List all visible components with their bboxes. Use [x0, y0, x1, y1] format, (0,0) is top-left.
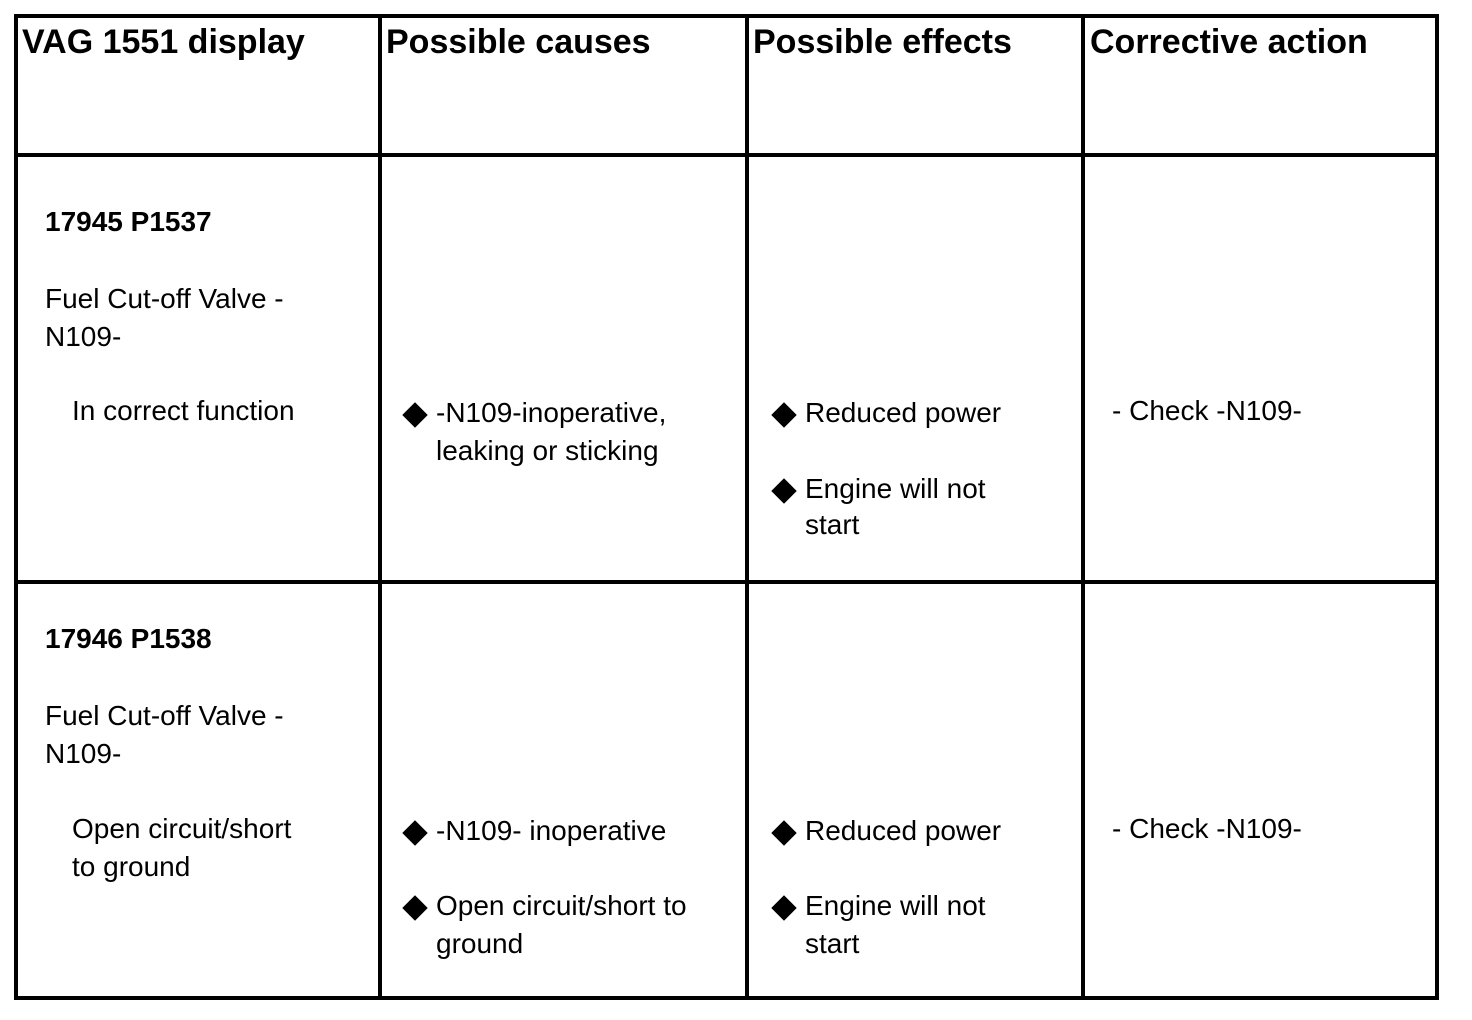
header-vag-display: VAG 1551 display: [22, 23, 305, 61]
cause-text: Open circuit/short to: [436, 890, 687, 921]
diamond-bullet-icon: [771, 895, 796, 920]
diamond-bullet-icon: [771, 402, 796, 427]
effect-text: Reduced power: [805, 397, 1002, 428]
cause-text: leaking or sticking: [436, 435, 659, 466]
header-corrective-action: Corrective action: [1090, 23, 1368, 61]
diamond-bullet-icon: [771, 820, 796, 845]
column-divider-3: [1081, 14, 1085, 1000]
component-name: N109-: [45, 738, 122, 769]
effect-text: Reduced power: [805, 815, 1002, 846]
diamond-bullet-icon: [402, 895, 427, 920]
fault-description: In correct function: [72, 395, 295, 426]
effect-text: start: [805, 928, 860, 959]
cause-text: ground: [436, 928, 524, 959]
header-possible-effects: Possible effects: [753, 23, 1012, 61]
component-name: N109-: [45, 321, 122, 352]
column-divider-2: [745, 14, 749, 1000]
column-divider-1: [378, 14, 382, 1000]
fault-code: 17945 P1537: [45, 206, 212, 237]
component-name: Fuel Cut-off Valve -: [45, 283, 284, 314]
component-name: Fuel Cut-off Valve -: [45, 700, 284, 731]
effect-text: Engine will not: [805, 890, 986, 921]
corrective-action-text: - Check -N109-: [1112, 813, 1302, 844]
header-possible-causes: Possible causes: [386, 23, 651, 61]
effect-text: start: [805, 509, 860, 540]
fault-description: Open circuit/short: [72, 813, 292, 844]
table-border-bottom: [14, 996, 1439, 1000]
fault-description: to ground: [72, 851, 191, 882]
table-border-right: [1435, 14, 1439, 1000]
diamond-bullet-icon: [771, 478, 796, 503]
cause-text: -N109- inoperative: [436, 815, 667, 846]
effect-text: Engine will not: [805, 473, 986, 504]
row-divider-header: [14, 153, 1439, 157]
fault-code: 17946 P1538: [45, 623, 212, 654]
table-border-left: [14, 14, 18, 1000]
corrective-action-text: - Check -N109-: [1112, 395, 1302, 426]
diamond-bullet-icon: [402, 402, 427, 427]
table-border-top: [14, 14, 1439, 18]
row-divider-1: [14, 580, 1439, 584]
cause-text: -N109-inoperative,: [436, 397, 667, 428]
diamond-bullet-icon: [402, 820, 427, 845]
